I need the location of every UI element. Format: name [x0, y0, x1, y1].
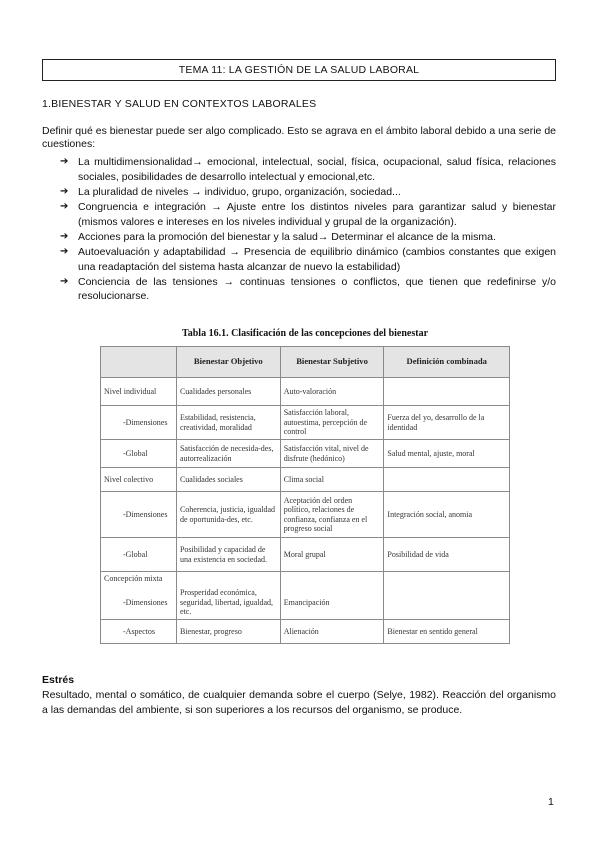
intro-paragraph: Definir qué es bienestar puede ser algo complicado. Esto se agrava en el ámbito laboral debido a una serie de cuestiones: — [42, 125, 556, 150]
right-arrow-icon: ➔ — [60, 245, 69, 257]
list-item: ➔ Congruencia e integración → Ajuste entre los distintos niveles para garantizar salud y bienestar (mismos valores e intereses en los niveles individual y grupal de la organización). — [60, 200, 556, 228]
table-cell: Posibilidad de vida — [384, 538, 510, 572]
table-row — [101, 586, 510, 620]
table-cell: -Aspectos — [101, 620, 177, 644]
table-cell: Emancipación — [280, 586, 384, 620]
table-cell: Estabilidad, resistencia, creatividad, moralidad — [176, 406, 280, 440]
table-caption: Tabla 16.1. Clasificación de las concepciones del bienestar — [181, 328, 429, 339]
table-cell: Posibilidad y capacidad de una existencia en sociedad. — [176, 538, 280, 572]
table-header-cell: Definición combinada — [384, 347, 510, 378]
bullet-list — [60, 155, 556, 305]
table-header-cell: Bienestar Subjetivo — [280, 347, 384, 378]
table-row — [101, 378, 510, 406]
table-row — [101, 620, 510, 644]
right-arrow-icon: ➔ — [60, 185, 69, 197]
table-cell: Concepción mixta — [101, 572, 177, 586]
table-cell: Salud mental, ajuste, moral — [384, 440, 510, 468]
table-cell: -Dimensiones — [101, 492, 177, 538]
page-number: 1 — [548, 796, 554, 808]
table-cell: Prosperidad económica, seguridad, libertad, igualdad, etc. — [176, 586, 280, 620]
table-cell — [384, 468, 510, 492]
table-row — [101, 538, 510, 572]
table-cell — [384, 572, 510, 586]
right-arrow-icon: ➔ — [60, 156, 69, 167]
table-cell: Coherencia, justicia, igualdad de oportunida-des, etc. — [176, 492, 280, 538]
table-cell — [384, 586, 510, 620]
right-arrow-icon: ➔ — [60, 275, 69, 287]
table-cell — [384, 378, 510, 406]
table-row — [101, 406, 510, 440]
list-item: ➔ La pluralidad de niveles → individuo, grupo, organización, sociedad... — [60, 185, 401, 198]
list-item: ➔ La multidimensionalidad→ emocional, intelectual, social, física, ocupacional, salud física, relaciones sociales, posibilidades de desarrollo intelectual y emocional,etc. — [60, 156, 556, 183]
table-cell — [176, 572, 280, 586]
table-cell: Bienestar, progreso — [176, 620, 280, 644]
estres-paragraph: Resultado, mental o somático, de cualquier demanda sobre el cuerpo (Selye, 1982). Reacción del organismo a las demandas del ambiente, si son superiores a los recursos del organismo, se produce. — [42, 689, 556, 716]
table-row — [101, 468, 510, 492]
table-row — [101, 492, 510, 538]
list-item: ➔ Acciones para la promoción del bienestar y la salud→ Determinar el alcance de la misma. — [60, 230, 496, 243]
table-cell: Aceptación del orden político, relaciones de confianza, confianza en el progreso social — [280, 492, 384, 538]
estres-heading: Estrés — [42, 674, 75, 686]
table-cell: Nivel colectivo — [101, 468, 177, 492]
table-cell: -Dimensiones — [101, 586, 177, 620]
table-cell: -Global — [101, 538, 177, 572]
table-cell: -Dimensiones — [101, 406, 177, 440]
table-cell: Cualidades sociales — [176, 468, 280, 492]
table-cell: Alienación — [280, 620, 384, 644]
right-arrow-icon: ➔ — [60, 230, 69, 242]
table-cell: Satisfacción vital, nivel de disfrute (hedónico) — [280, 440, 384, 468]
right-arrow-icon: ➔ — [60, 200, 69, 212]
section-heading: 1.BIENESTAR Y SALUD EN CONTEXTOS LABORALES — [42, 98, 317, 110]
table-cell: Cualidades personales — [176, 378, 280, 406]
table-cell: Integración social, anomia — [384, 492, 510, 538]
table-cell: Clima social — [280, 468, 384, 492]
page-title: TEMA 11: LA GESTIÓN DE LA SALUD LABORAL — [42, 59, 556, 81]
table-cell: Bienestar en sentido general — [384, 620, 510, 644]
table-header-cell — [101, 347, 177, 378]
table-row — [101, 572, 510, 586]
list-item: ➔ Autoevaluación y adaptabilidad → Presencia de equilibrio dinámico (cambios constantes que exigen una readaptación del sistema hasta alcanzar de nuevo la estabilidad) — [60, 245, 556, 273]
table-cell: Auto-valoración — [280, 378, 384, 406]
table-header-cell: Bienestar Objetivo — [176, 347, 280, 378]
table-cell: Fuerza del yo, desarrollo de la identidad — [384, 406, 510, 440]
table-cell: Satisfacción laboral, autoestima, percepción de control — [280, 406, 384, 440]
table-cell: Satisfacción de necesida-des, autorrealización — [176, 440, 280, 468]
table-cell — [280, 572, 384, 586]
table-row — [101, 440, 510, 468]
table-cell: Moral grupal — [280, 538, 384, 572]
table-cell: Nivel individual — [101, 378, 177, 406]
table-header-row — [101, 347, 510, 378]
wellbeing-table — [100, 346, 510, 644]
table-cell: -Global — [101, 440, 177, 468]
list-item: ➔ Conciencia de las tensiones → continuas tensiones o conflictos, que tienen que redefinirse y/o resolucionarse. — [60, 275, 556, 303]
